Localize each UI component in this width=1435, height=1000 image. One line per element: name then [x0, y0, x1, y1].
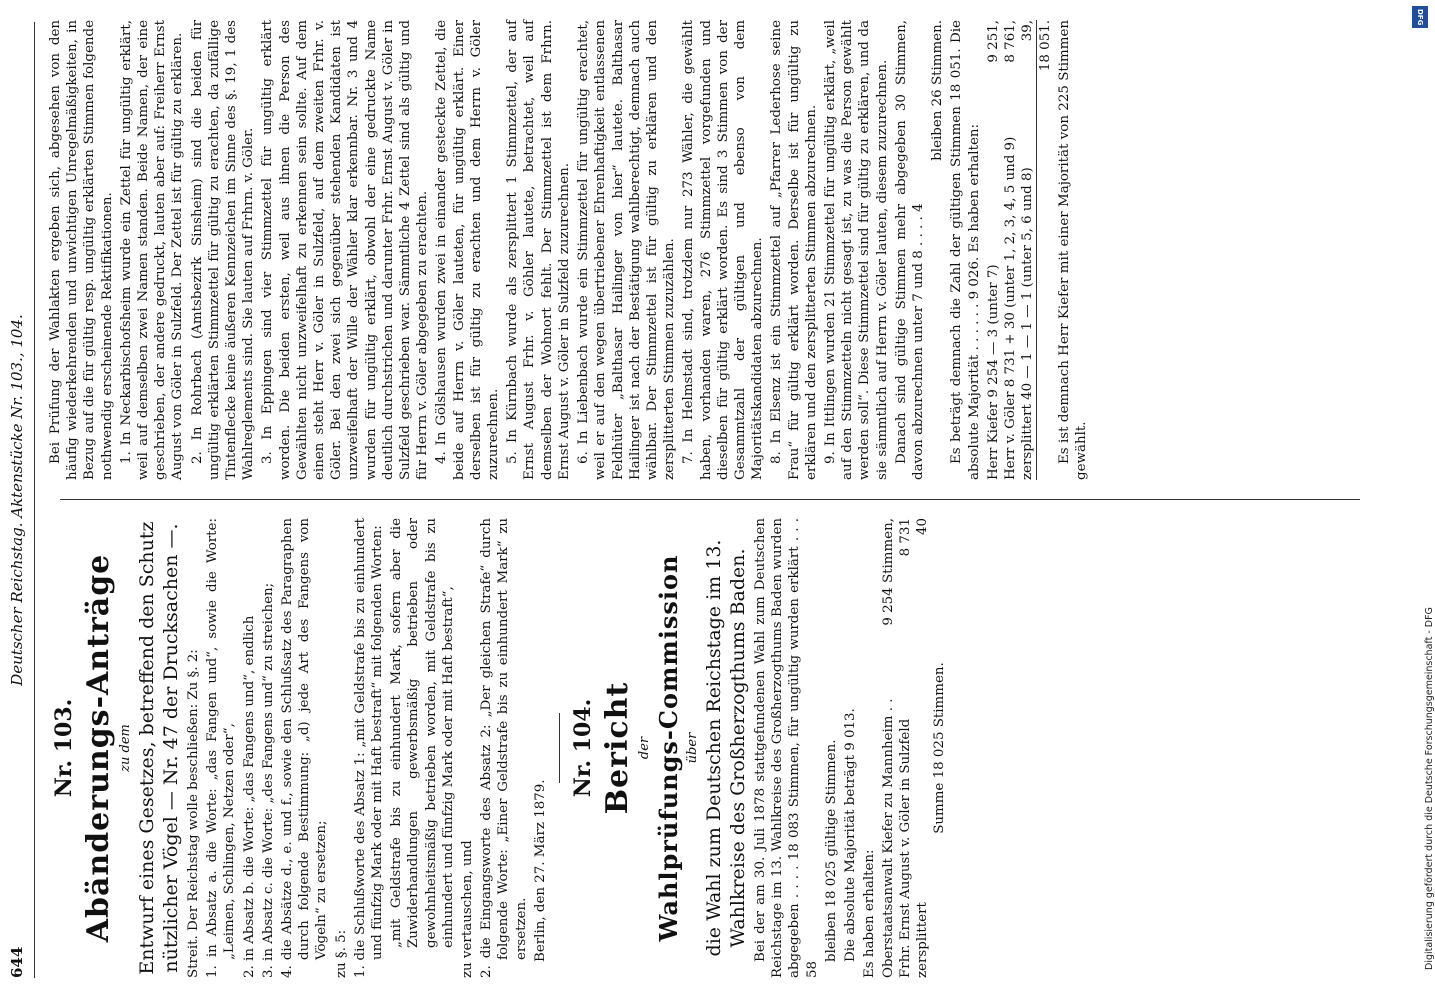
- motion-intro: Streit. Der Reichstag wolle beschließen: Zu §. 2:: [186, 649, 201, 978]
- ueber-label: über: [685, 732, 701, 764]
- report-paragraph: Danach sind gültige Stimmen mehr abgegeben 30 Stimmen, davon abzurechnen unter 7 und 8 . . . . 4: [893, 20, 926, 480]
- report-paragraph: 6. In Liebenbach wurde ein Stimmzettel für ungültig erachtet, weil er auf den wegen übertriebener Ehrenhaftigkeit entlassenen Feldhüter „Balthasar Hailinger von hier“ lautete. Balthasar Hailinger ist nach der Bestätigung wahlberechtigt, demnach auch wählbar. Der Stimmzettel ist für gültig zu erklären und den zersplitterten Stimmen zuzuzählen.: [576, 20, 678, 480]
- report-paragraph: 3. In Eppingen sind vier Stimmzettel für ungültig erklärt worden. Die beiden ersten, weil aus ihnen die Person des Gewählten nicht unzweifelhaft zu erkennen sein sollte. Auf dem einen steht Herr v. Göler in Sulzfeld, auf dem zweiten Frhr. v. Göler. Bei den zwei sich gegenüber stehenden Kandidaten ist unzweifelhaft der Wille der Wähler klar erkennbar. Nr. 3 und 4 wurden für ungültig erklärt, obwohl der eine gedruckte Name deutlich durchstrichen und darunter Frhr. Ernst August v. Göler in Sulzfeld geschrieben war. Sämmtliche 4 Zettel sind als gültig und für Herrn v. Göler abgegeben zu erachten.: [260, 20, 431, 480]
- vote-row: [914, 518, 931, 978]
- section-title-104: Bericht: [600, 681, 636, 815]
- calc-row: [1002, 20, 1019, 480]
- report-line: Die absolute Majorität beträgt 9 013.: [843, 708, 859, 962]
- vote-sum: Summe 18 025 Stimmen.: [932, 662, 948, 834]
- vote-value: 9 254 Stimmen,: [881, 518, 897, 626]
- report-paragraph: 7. In Helmstadt sind, trotzdem nur 273 Wähler, die gewählt haben, vorhanden waren, 276 Stimmzettel vorgefunden und dieselben für gültig erklärt worden. Es sind 3 Stimmen von der Gesammtzahl der gültigen und ebenso von dem Majoritätskandidaten abzurechnen.: [681, 20, 766, 480]
- report-paragraph: Bei der am 30. Juli 1878 stattgefundenen Wahl zum Deutschen Reichstage im 13. Wahlkreise des Großherzogthums Baden wurden abgegeben . . . . 18 083 Stimmen, für ungültig wurden erklärt . . . 58: [753, 518, 820, 978]
- motion-item: 4. die Absätze d., e. und f., sowie den Schlußsatz des Paragraphen durch folgende Bestimmung: „d) jede Art des Fangens von Vögeln“ zu ersetzen;: [280, 518, 330, 978]
- report-line: Es haben erhalten:: [862, 849, 878, 978]
- calc-value: 9 251,: [985, 20, 1001, 63]
- calc-intro: Es beträgt demnach die Zahl der gültigen Stimmen 18 051. Die absolute Majorität . . . . . . 9 026. Es haben erhalten:: [949, 20, 982, 480]
- motion-item: 3. in Absatz c. die Worte: „des Fangens und“ zu streichen;: [260, 582, 276, 978]
- vote-row: [880, 518, 897, 978]
- divider-rule: [559, 713, 560, 783]
- calc-name: Herr Kiefer 9 254 — 3 (unter 7): [985, 264, 1001, 480]
- report-paragraph: 8. In Elsenz ist ein Stimmzettel auf „Pfarrer Lederhose seine Frau“ für gültig erklärt worden. Derselbe ist für ungültig zu erklären und den zersplitterten Stimmen abzurechnen.: [769, 20, 819, 480]
- report-subject: die Wahl zum Deutschen Reichstage im 13. Wahlkreise des Großherzogthums Baden.: [703, 539, 750, 957]
- zu-dem-label: zu dem: [118, 724, 133, 772]
- report-paragraph: 2. In Rohrbach (Amtsbezirk Sinsheim) sind die beiden für ungültig erklärten Stimmzettel für gültig zu erachten, da zufällige Tintenflecke keine äußeren Kennzeichen im Sinne des §. 19, 1 des Wahlreglements sind. Sie lauten auf Frhrn. v. Göler.: [189, 20, 257, 480]
- vote-value: 8 731: [898, 518, 914, 557]
- calc-row: [985, 20, 1002, 480]
- motion-item: 1. die Schlußworte des Absatz 1: „mit Geldstrafe bis zu einhundert und fünfzig Mark oder mit Haft bestraft“ mit folgenden Worten:: [352, 518, 386, 978]
- section-title-103: Abänderungs-Anträge: [81, 553, 116, 943]
- calc-value: 39,: [1019, 20, 1035, 42]
- calc-name: Herr v. Göler 8 731 + 30 (unter 1, 2, 3, 4, 5 und 9): [1002, 136, 1018, 480]
- section-number-104: Nr. 104.: [570, 698, 597, 798]
- report-paragraph: 9. In Ittlingen wurden 21 Stimmzettel für ungültig erklärt, „weil auf den Stimmzetteln nicht gesagt ist, zu was die Person gewählt werden soll“. Diese Stimmzettel sind für gültig zu erklären, und da sie sämmtlich auf Herrn v. Göler lauten, diesem zuzurechnen.: [822, 20, 890, 480]
- report-paragraph: 4. In Gölshausen wurden zwei in einander gesteckte Zettel, die beide auf Herrn v. Göler lauteten, für ungültig erklärt. Einer derselben ist für gültig zu erachten und dem Herrn v. Göler zuzurechnen.: [434, 20, 502, 480]
- vote-name: Frhr. Ernst August v. Göler in Sulzfeld: [898, 718, 914, 978]
- report-line: bleiben 26 Stimmen.: [930, 20, 946, 161]
- section-number-103: Nr. 103.: [51, 698, 77, 798]
- header-title: Deutscher Reichstag. Aktenstücke Nr. 103., 104.: [8, 314, 26, 686]
- bill-subtitle: Entwurf eines Gesetzes, betreffend den Schutz nützlicher Vögel — Nr. 47 der Drucksachen —.: [136, 521, 182, 975]
- column-divider: [60, 499, 1360, 500]
- vote-row: [897, 518, 914, 978]
- motion-item: 2. die Eingangsworte des Absatz 2: „Der gleichen Strafe“ durch folgende Worte: „Einer Geldstrafe bis zu einhundert Mark“ zu ersetzen.: [479, 518, 529, 978]
- report-paragraph: 5. In Kürnbach wurde als zersplittert 1 Stimmzettel, der auf Ernst August Frhr. v. Göhler lautete, betrachtet, weil auf demselben der Wohnort fehlt. Der Stimmzettel ist dem Frhrn. Ernst August v. Göler in Sulzfeld zuzurechnen.: [505, 20, 572, 480]
- right-column: [45, 20, 1375, 480]
- report-paragraph: 1. In Neckarbischofsheim wurde ein Zettel für ungültig erklärt, weil auf demselben zwei Namen standen. Beide Namen, der eine geschrieben, der andere gedruckt, lauten aber auf: Freiherr Ernst August von Göler in Sulzfeld. Der Zettel ist für gültig zu erklären.: [118, 20, 186, 480]
- motion-item: 1. in Absatz a. die Worte: „das Fangen und“, sowie die Worte: „Leimen, Schlingen, Netzen oder“,: [205, 518, 238, 978]
- date-line: Berlin, den 27. März 1879.: [532, 779, 548, 962]
- digitization-note: Digitalisierung gefördert durch die Deutsche Forschungsgemeinschaft - DFG: [1424, 607, 1435, 970]
- der-label: der: [637, 736, 653, 760]
- calc-total: 18 051.: [1036, 20, 1054, 480]
- conclusion: Es ist demnach Herr Kiefer mit einer Majorität von 225 Stimmen gewählt.: [1056, 20, 1089, 480]
- vote-name: zersplittert: [915, 902, 931, 978]
- quoted-text: „mit Geldstrafe bis zu einhundert Mark, sofern aber die Zuwiderhandlungen gewerbsmäßig betrieben oder gewohnheitsmäßig betrieben worden, mit Geldstrafe bis zu einhundert und fünfzig Mark oder mit Haft bestraft“,: [389, 518, 456, 948]
- running-header: [4, 22, 35, 978]
- vote-value: 40: [915, 518, 931, 536]
- page-number: 644: [8, 946, 26, 978]
- report-line: bleiben 18 025 gültige Stimmen.: [823, 739, 839, 962]
- calc-value: 8 761,: [1002, 20, 1018, 63]
- calc-row: [1019, 20, 1036, 480]
- motion-item: 2. in Absatz b. die Worte: „das Fangens und“, endlich: [241, 615, 257, 978]
- commission-title: Wahlprüfungs-Commission: [654, 554, 684, 942]
- vote-name: Oberstaatsanwalt Kiefer zu Mannheim . .: [881, 698, 897, 978]
- dfg-logo: DFG: [1412, 6, 1428, 28]
- calc-name: zersplittert 40 — 1 — 1 — 1 (unter 5, 6 und 8): [1019, 167, 1035, 480]
- left-column: [45, 518, 1375, 978]
- report-paragraph: Bei Prüfung der Wahlakten ergeben sich, abgesehen von den häufig wiederkehrenden und unwichtigen Unregelmäßigkeiten, in Bezug auf die für gültig resp. ungültig erklärten Stimmen folgende nothwendig erscheinende Rektifikationen.: [48, 20, 115, 480]
- section5-label: zu §. 5:: [333, 929, 349, 978]
- motion-text: zu vertauschen, und: [460, 840, 476, 978]
